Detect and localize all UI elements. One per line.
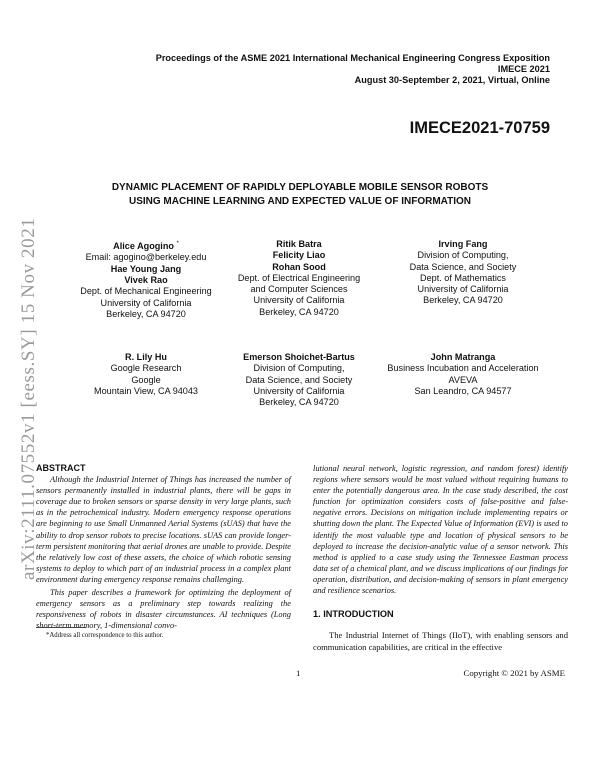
introduction-paragraph: The Industrial Internet of Things (IIoT), with enabling sensors and communication capabilities, are critical in the effective <box>313 630 568 652</box>
author-name: Hae Young Jang <box>110 263 182 274</box>
author-affiliation: and Computer Sciences <box>250 284 348 295</box>
author-affiliation: Dept. of Electrical Engineering <box>237 272 361 283</box>
arxiv-stamp: arXiv:2111.07552v1 [eess.SY] 15 Nov 2021 <box>18 217 39 580</box>
author-name: Ritik Batra <box>276 239 322 249</box>
author-block-shoichet-bartus <box>204 352 394 408</box>
page-number: 1 <box>296 668 301 678</box>
footnote: *Address all correspondence to this author. <box>46 632 164 639</box>
abstract <box>36 463 291 631</box>
abstract-paragraph: Although the Industrial Internet of Things has increased the number of sensors permanently installed in industrial plants, there will be gaps in coverage due to broken sensors or sparse density in very large plants, such as in the petrochemical industry. Modern emergency response operations are beginning to use Small Unmanned Aerial Systems (sUAS) that have the ability to drop sensor robots to precise locations. sUAS can provide longer-term persistent monitoring that aerial drones are unable to provide. Despite the relatively low cost of these assets, the choice of which robotic sensing systems to deploy to which part of an industrial process in a complex plant environment during emergency response remains challenging. <box>36 475 291 584</box>
paper-title <box>0 181 600 209</box>
author-affiliation: University of California <box>100 297 192 308</box>
abstract-paragraph: This paper describes a framework for optimizing the deployment of emergency sensors as a preliminary step towards realizing the responsiveness of robots in disaster circumstances. AI techniques (Long short-term memory, 1-dimensional convo- <box>36 588 291 631</box>
author-block-matranga <box>368 352 558 397</box>
author-affiliation: Data Science, and Society <box>245 374 353 385</box>
author-name: Vivek Rao <box>124 274 168 285</box>
proceedings-line: Proceedings of the ASME 2021 International Mechanical Engineering Congress Exposition <box>155 53 550 63</box>
author-name: Irving Fang <box>438 239 488 249</box>
abstract-heading: ABSTRACT <box>36 463 86 473</box>
abstract-continued: lutional neural network, logistic regression, and random forest) identify regions where sensors would be most valued without requiring humans to enter the potentially dangerous area. In the case study described, the cost function for optimization considers costs of false-positive and false-negative errors. Decisions on mitigation include implementing repairs or shutting down the plant. The Expected Value of Information (EVI) is used to identify the most valuable type and location of physical sensors to be deployed to increase the decision-analytic value of a sensor network. This method is applied to a case study using the Tennessee Eastman process data set of a chemical plant, and we discuss implications of our findings for operation, distribution, and decision-making of sensors in plant emergency and resilience scenarios. <box>313 464 568 596</box>
author-affiliation: Division of Computing, <box>417 250 509 261</box>
author-name: R. Lily Hu <box>125 352 167 362</box>
author-name: Alice Agogino <box>113 241 174 252</box>
author-name: Emerson Shoichet-Bartus <box>243 352 355 362</box>
author-affiliation: Dept. of Mechanical Engineering <box>80 286 212 297</box>
title-line: USING MACHINE LEARNING AND EXPECTED VALUE OF INFORMATION <box>128 196 472 207</box>
author-affiliation: Berkeley, CA 94720 <box>259 306 339 317</box>
author-affiliation: Dept. of Mathematics <box>420 272 506 283</box>
author-affiliation: University of California <box>417 284 509 295</box>
title-line: DYNAMIC PLACEMENT OF RAPIDLY DEPLOYABLE MOBILE SENSOR ROBOTS <box>111 182 489 193</box>
copyright: Copyright © 2021 by ASME <box>463 668 565 678</box>
author-affiliation: Berkeley, CA 94720 <box>423 295 503 306</box>
conference-dates: August 30-September 2, 2021, Virtual, Online <box>354 74 550 85</box>
author-affiliation: University of California <box>253 385 345 396</box>
author-affiliation: University of California <box>253 295 345 306</box>
author-affiliation: Google <box>131 374 161 385</box>
author-name: Rohan Sood <box>272 261 326 272</box>
author-block-batra <box>204 239 394 318</box>
conference-name: IMECE 2021 <box>497 63 550 74</box>
author-affiliation: San Leandro, CA 94577 <box>414 385 512 396</box>
author-affiliation: Google Research <box>110 363 182 374</box>
author-block-fang <box>368 239 558 307</box>
author-affiliation: Mountain View, CA 94043 <box>94 385 198 396</box>
author-affiliation: Data Science, and Society <box>409 261 517 272</box>
paper-id: IMECE2021-70759 <box>409 119 550 137</box>
author-email: Email: agogino@berkeley.edu <box>85 252 207 263</box>
author-name: John Matranga <box>430 352 496 362</box>
footnote-divider <box>36 627 86 628</box>
corresponding-mark: * <box>176 241 179 247</box>
author-name: Felicity Liao <box>272 250 326 261</box>
proceedings-header <box>156 53 550 85</box>
author-affiliation: Berkeley, CA 94720 <box>106 308 186 319</box>
author-affiliation: Berkeley, CA 94720 <box>259 397 339 408</box>
author-affiliation: Business Incubation and Acceleration <box>387 363 539 374</box>
author-affiliation: AVEVA <box>448 374 478 385</box>
section-heading-introduction: 1. INTRODUCTION <box>313 609 394 619</box>
author-affiliation: Division of Computing, <box>253 363 345 374</box>
